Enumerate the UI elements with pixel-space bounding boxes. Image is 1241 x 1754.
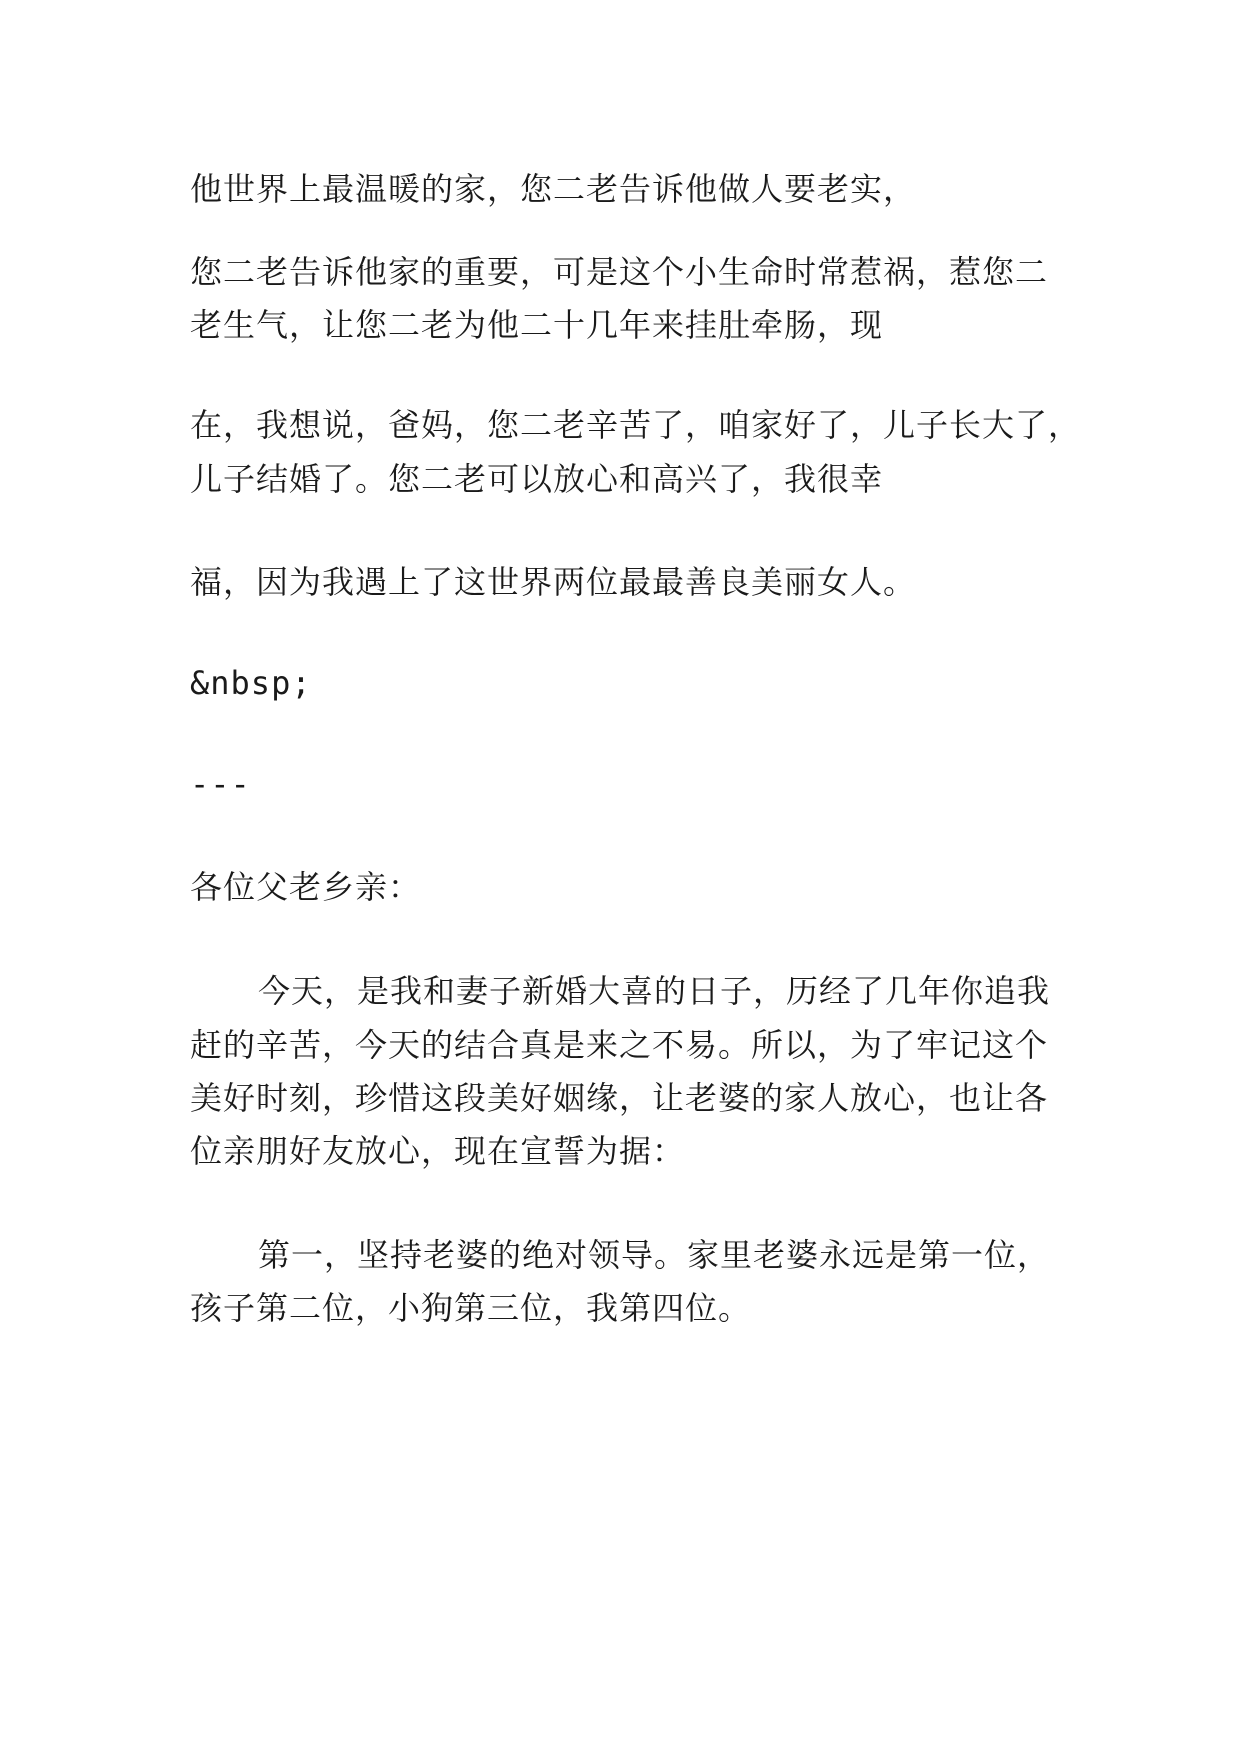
- text-line: 老生气，让您二老为他二十几年来挂肚牵肠，现: [190, 306, 884, 344]
- text-line: 福，因为我遇上了这世界两位最最善良美丽女人。: [190, 563, 917, 601]
- text-line: 赶的辛苦，今天的结合真是来之不易。所以，为了牢记这个: [190, 1026, 1049, 1064]
- text-line: 位亲朋好友放心，现在宣誓为据：: [190, 1132, 686, 1170]
- text-line: 孩子第二位，小狗第三位，我第四位。: [190, 1289, 752, 1327]
- paragraph-first-line: 第一，坚持老婆的绝对领导。家里老婆永远是第一位，: [258, 1236, 1051, 1274]
- text-line: &nbsp;: [190, 664, 312, 702]
- salutation: 各位父老乡亲：: [190, 868, 422, 906]
- text-line: 他世界上最温暖的家，您二老告诉他做人要老实，: [190, 170, 917, 208]
- text-line: 美好时刻，珍惜这段美好姻缘，让老婆的家人放心，也让各: [190, 1079, 1049, 1117]
- text-line: 在，我想说，爸妈，您二老辛苦了，咱家好了，儿子长大了，: [190, 406, 1082, 444]
- paragraph-first-line: 今天，是我和妻子新婚大喜的日子，历经了几年你追我: [258, 972, 1051, 1010]
- horizontal-rule-text: ---: [190, 765, 251, 803]
- text-line: 您二老告诉他家的重要，可是这个小生命时常惹祸，惹您二: [190, 253, 1049, 291]
- text-line: 儿子结婚了。您二老可以放心和高兴了，我很幸: [190, 460, 884, 498]
